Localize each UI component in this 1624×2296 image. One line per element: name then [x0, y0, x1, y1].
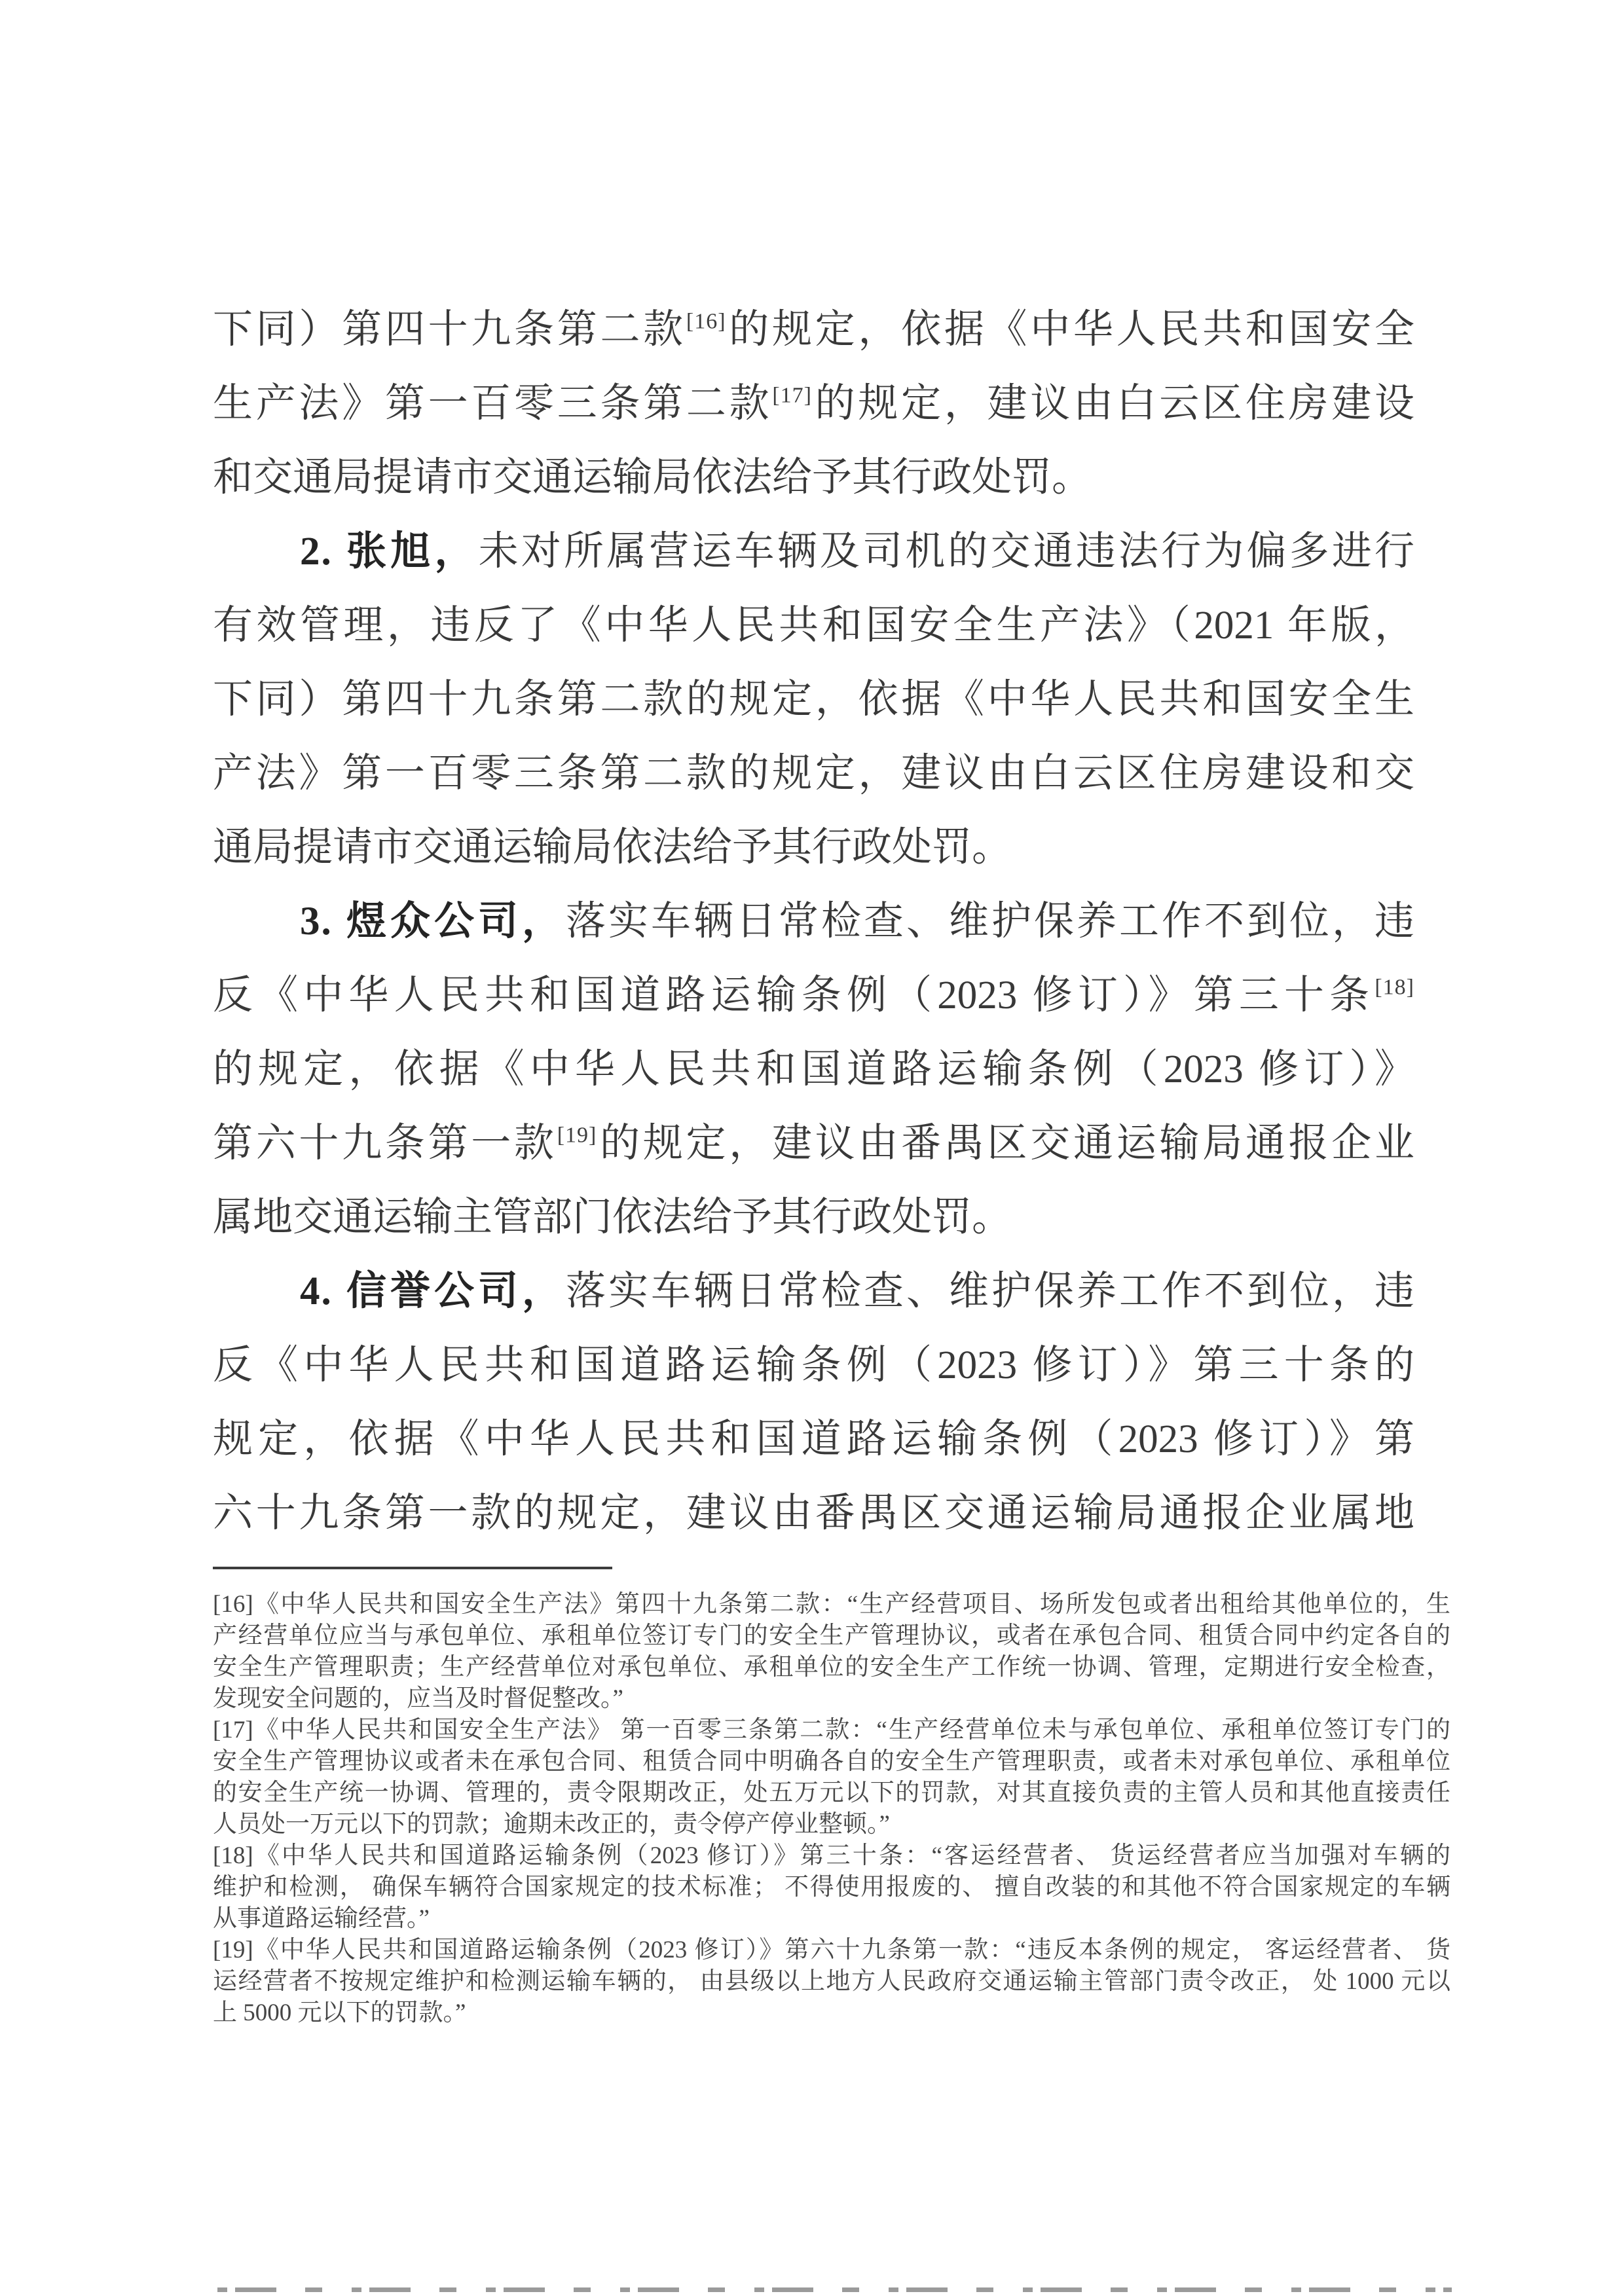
text-segment: 规定，依据《中华人民共和国道路运输条例（2023 修订）》第 [213, 1417, 1414, 1461]
paragraph [213, 884, 1414, 1254]
scan-artifact [217, 2287, 1452, 2292]
body-line [213, 589, 1414, 663]
footnote [213, 1589, 1450, 1715]
text-segment: 和交通局提请市交通运输局依法给予其行政处罚。 [213, 456, 1092, 500]
body-text [213, 293, 1414, 1550]
footnotes [213, 1589, 1450, 2029]
footnote-ref: [16] [686, 309, 726, 334]
body-line [213, 515, 1414, 589]
text-segment: 属地交通运输主管部门依法给予其行政处罚。 [213, 1195, 1012, 1239]
footnote-ref: [17] [772, 383, 812, 408]
paragraph [213, 1254, 1414, 1550]
body-line [213, 811, 1414, 884]
item-lead-label: 2. 张旭， [300, 530, 479, 574]
footnote [213, 1715, 1450, 1840]
footnote-line: 的安全生产统一协调、管理的，责令限期改正，处五万元以下的罚款，对其直接负责的主管人员和其他直接责任 [213, 1779, 1450, 1806]
body-line [213, 1254, 1414, 1328]
text-segment: 反《中华人民共和国道路运输条例（2023 修订）》第三十条的 [213, 1343, 1414, 1387]
text-segment: 通局提请市交通运输局依法给予其行政处罚。 [213, 826, 1012, 869]
footnote-separator [213, 1567, 612, 1569]
footnote-line: 人员处一万元以下的罚款；逾期未改正的，责令停产停业整顿。” [213, 1811, 890, 1838]
footnote-line: [17]《中华人民共和国安全生产法》 第一百零三条第二款：“生产经营单位未与承包单位、承租单位签订专门的 [213, 1717, 1450, 1743]
text-segment: 的规定，建议由番禺区交通运输局通报企业 [597, 1121, 1414, 1165]
footnote-ref: [18] [1375, 975, 1414, 1000]
footnote-line: 安全生产管理职责；生产经营单位对承包单位、承租单位的安全生产工作统一协调、管理，定期进行安全检查， [213, 1654, 1450, 1681]
text-segment: 未对所属营运车辆及司机的交通违法行为偏多进行 [478, 530, 1414, 574]
footnote-line: 上 5000 元以下的罚款。” [213, 1999, 466, 2026]
body-line [213, 441, 1414, 515]
item-lead-label: 3. 煜众公司， [300, 900, 566, 943]
body-line [213, 293, 1414, 367]
footnote-line: 发现安全问题的，应当及时督促整改。” [213, 1685, 623, 1712]
text-segment: 的规定，依据《中华人民共和国道路运输条例（2023 修订）》 [213, 1048, 1414, 1091]
text-segment: 的规定，建议由白云区住房建设 [811, 382, 1414, 426]
item-lead-label: 4. 信誉公司， [300, 1269, 566, 1313]
body-line [213, 737, 1414, 811]
body-line [213, 663, 1414, 737]
text-segment: 落实车辆日常检查、维护保养工作不到位，违 [566, 900, 1414, 943]
text-segment: 有效管理，违反了《中华人民共和国安全生产法》（2021 年版， [213, 604, 1414, 647]
text-segment: 下同）第四十九条第二款 [213, 308, 686, 352]
text-segment: 六十九条第一款的规定，建议由番禺区交通运输局通报企业属地 [213, 1491, 1414, 1535]
text-segment: 下同）第四十九条第二款的规定，依据《中华人民共和国安全生 [213, 678, 1414, 721]
footnote-line: [19]《中华人民共和国道路运输条例（2023 修订）》第六十九条第一款：“违反本条例的规定， 客运经营者、 货 [213, 1937, 1450, 1963]
body-line [213, 1328, 1414, 1402]
text-segment: 第六十九条第一款 [213, 1121, 557, 1165]
text-segment: 落实车辆日常检查、维护保养工作不到位，违 [566, 1269, 1414, 1313]
body-line [213, 1476, 1414, 1550]
body-line [213, 1180, 1414, 1254]
footnote-ref: [19] [557, 1123, 597, 1148]
footnote-line: 安全生产管理协议或者未在承包合同、租赁合同中明确各自的安全生产管理职责，或者未对承包单位、承租单位 [213, 1748, 1450, 1775]
body-line [213, 1402, 1414, 1476]
footnote-line: 维护和检测， 确保车辆符合国家规定的技术标准； 不得使用报废的、 擅自改装的和其他不符合国家规定的车辆 [213, 1874, 1450, 1901]
text-segment: 的规定，依据《中华人民共和国安全 [726, 308, 1414, 352]
footnote-line: [16]《中华人民共和国安全生产法》第四十九条第二款：“生产经营项目、场所发包或者出租给其他单位的，生 [213, 1591, 1450, 1618]
body-line [213, 367, 1414, 441]
text-segment: 生产法》第一百零三条第二款 [213, 382, 773, 426]
text-segment: 产法》第一百零三条第二款的规定，建议由白云区住房建设和交 [213, 752, 1414, 795]
body-line [213, 958, 1414, 1032]
footnote [213, 1935, 1450, 2029]
footnote-line: 从事道路运输经营。” [213, 1905, 430, 1932]
footnote-line: 运经营者不按规定维护和检测运输车辆的， 由县级以上地方人民政府交通运输主管部门责令改正， 处 1000 元以 [213, 1968, 1450, 1995]
footnote-line: [18]《中华人民共和国道路运输条例（2023 修订）》第三十条：“客运经营者、 货运经营者应当加强对车辆的 [213, 1842, 1450, 1869]
body-line [213, 1106, 1414, 1180]
paragraph [213, 515, 1414, 884]
body-line [213, 884, 1414, 958]
footnote-line: 产经营单位应当与承包单位、承租单位签订专门的安全生产管理协议，或者在承包合同、租赁合同中约定各自的 [213, 1622, 1450, 1649]
footnote [213, 1840, 1450, 1935]
body-line [213, 1032, 1414, 1106]
text-segment: 反《中华人民共和国道路运输条例（2023 修订）》第三十条 [213, 974, 1375, 1017]
paragraph [213, 293, 1414, 515]
